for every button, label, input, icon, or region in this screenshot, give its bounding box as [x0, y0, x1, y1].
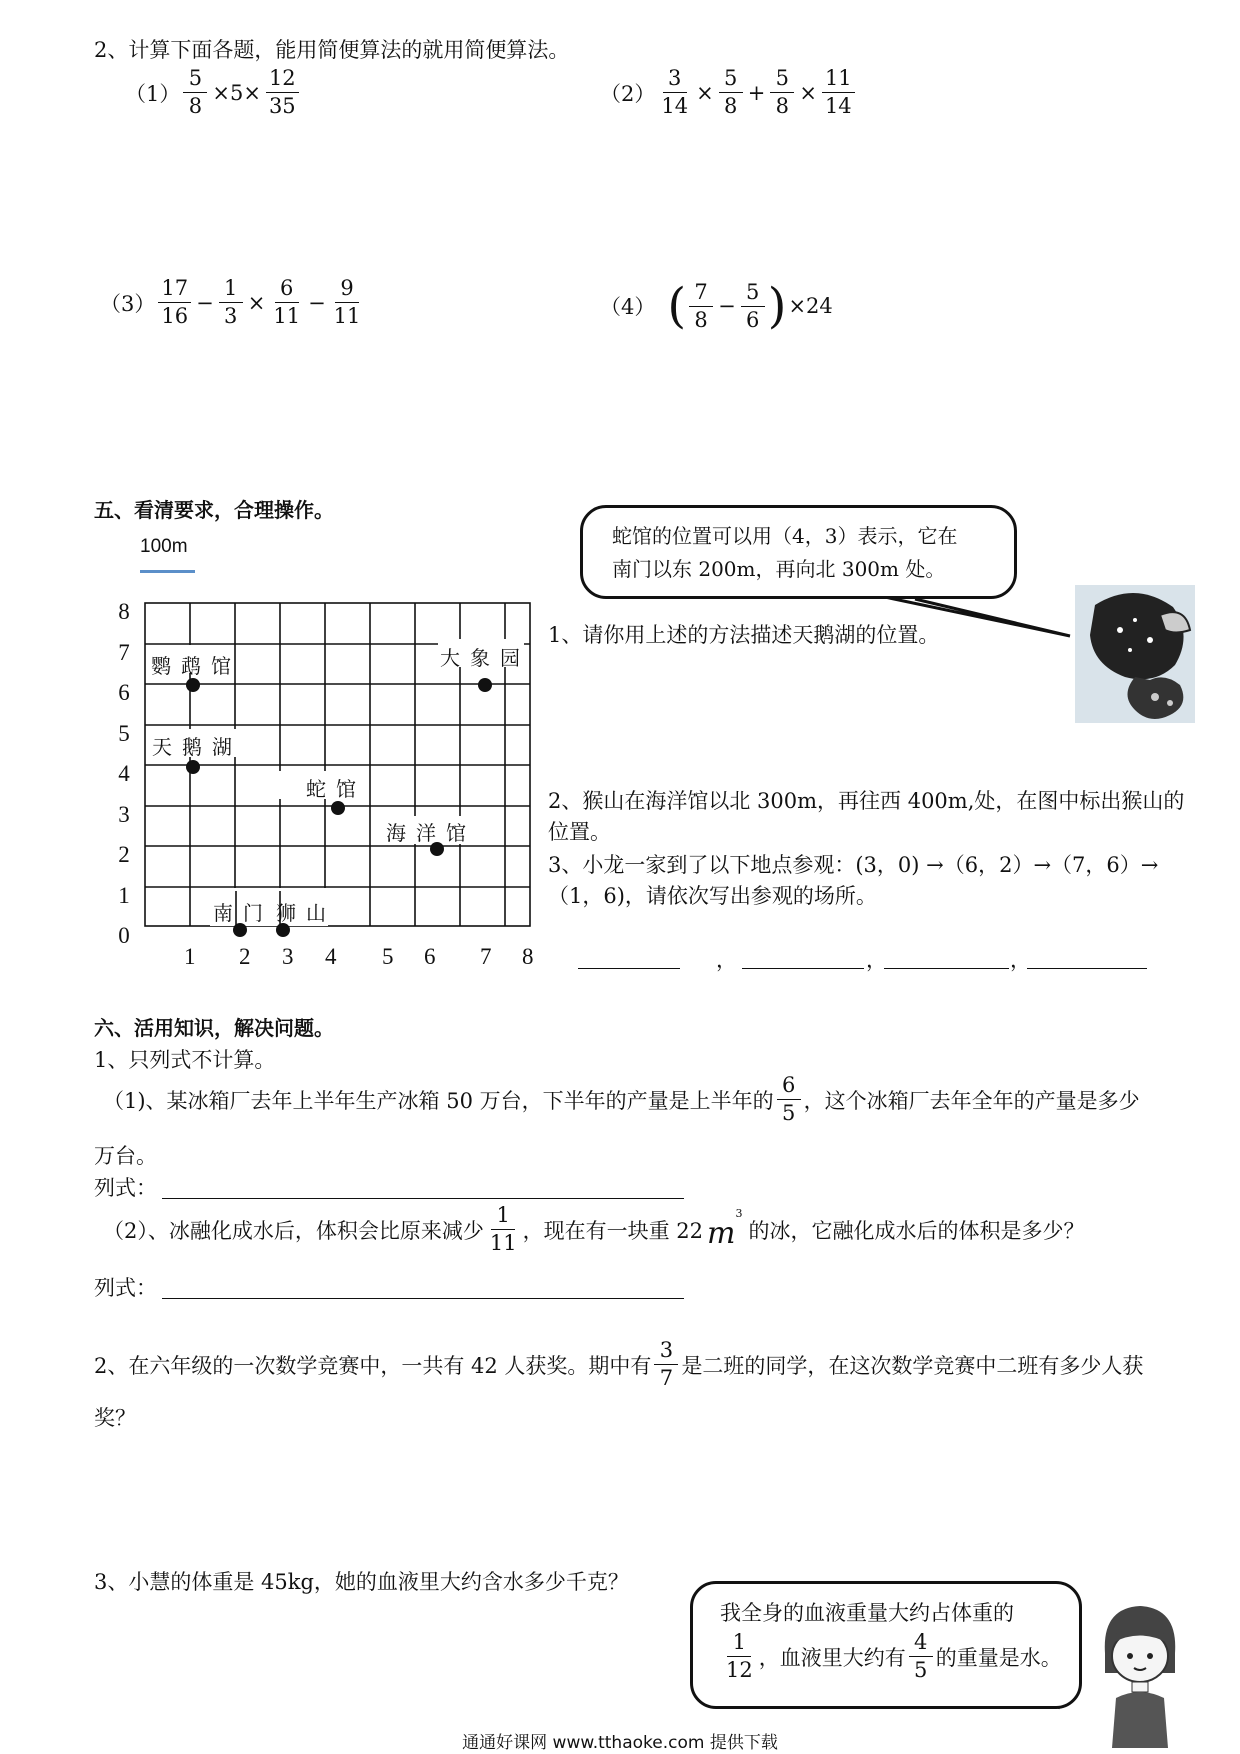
y-axis-labels: [114, 592, 134, 957]
unit: m: [707, 1216, 736, 1251]
x-tick: 6: [424, 944, 436, 969]
fraction: $\frac{17}{16}$: [158, 278, 191, 327]
point-she: [331, 801, 345, 815]
y-tick: 2: [118, 842, 130, 867]
fraction: $\frac{7}{8}$: [689, 282, 713, 331]
text: 是二班的同学，在这次数学竞赛中二班有多少人获: [681, 1353, 1144, 1378]
problem-2-label: （2）: [600, 81, 656, 106]
bubble-2-line2: [720, 1632, 1062, 1681]
sec6-q1-1: [103, 1075, 1140, 1124]
x-tick: 3: [282, 944, 294, 969]
point-daxiang: [478, 678, 492, 692]
x-tick: 5: [382, 944, 394, 969]
label-she: 蛇馆: [306, 777, 366, 801]
y-tick: 5: [118, 720, 130, 746]
text: ，这个冰箱厂去年全年的产量是多少: [803, 1088, 1140, 1113]
label-yingwu: 鹦鹉馆: [151, 654, 241, 678]
right-paren: ): [767, 278, 787, 334]
problem-2: [600, 68, 858, 117]
problem-1-label: （1）: [125, 81, 181, 106]
bubble-line: 蛇馆的位置可以用（4，3）表示，它在: [612, 524, 958, 548]
girl-2-illustration: [1090, 1598, 1190, 1748]
sec5-q2-line1: 2、猴山在海洋馆以北 300m，再往西 400m,处，在图中标出猴山的: [548, 789, 1185, 813]
fraction: $\frac{1}{12}$: [726, 1630, 753, 1682]
problem-3: [100, 278, 366, 327]
problem-4-label: （4）: [600, 295, 656, 319]
label-shishan: 狮山: [276, 901, 336, 925]
operator: −: [718, 294, 736, 318]
fraction: $\frac{5}{8}$: [770, 68, 794, 117]
x-tick: 4: [325, 944, 337, 969]
fraction: $\frac{3}{7}$: [654, 1340, 678, 1389]
text: ，现在有一块重 22: [522, 1218, 703, 1243]
answer-blank-4[interactable]: [1027, 936, 1147, 969]
text: 的重量是水。: [935, 1645, 1062, 1670]
answer-blank-3[interactable]: [884, 936, 1009, 969]
comma: ，: [1010, 948, 1031, 972]
fraction: $\frac{6}{5}$: [777, 1075, 801, 1124]
sec5-q3-line1: 3、小龙一家到了以下地点参观：(3，0) →（6，2）→（7，6）→: [548, 853, 1159, 877]
x-tick: 1: [184, 944, 196, 969]
answer-blank-2[interactable]: [742, 936, 864, 969]
point-tiane: [186, 760, 200, 774]
operator: −: [308, 290, 326, 315]
point-yingwu: [186, 678, 200, 692]
sec5-q2-line2: 位置。: [548, 820, 611, 844]
operator: ×24: [788, 294, 833, 318]
fraction: $\frac{5}{8}$: [719, 68, 743, 117]
left-paren: (: [667, 278, 687, 334]
operator: +: [747, 80, 766, 105]
y-tick: 8: [118, 599, 130, 624]
fraction: $\frac{5}{6}$: [741, 282, 765, 331]
sec5-q1: 1、请你用上述的方法描述天鹅湖的位置。: [548, 623, 940, 647]
answer-blank-1[interactable]: [578, 936, 680, 969]
problem-3-label: （3）: [100, 291, 156, 316]
text: 2、在六年级的一次数学竞赛中，一共有 42 人获奖。期中有: [94, 1353, 652, 1378]
section-6-title: 六、活用知识，解决问题。: [94, 1016, 334, 1040]
fraction: $\frac{1}{3}$: [219, 278, 243, 327]
operator: ×: [247, 290, 266, 315]
y-tick: 7: [118, 639, 130, 665]
operator: −: [196, 290, 214, 315]
unit-superscript: 3: [735, 1207, 743, 1220]
problem-1: [125, 68, 302, 117]
x-tick: 2: [239, 944, 251, 969]
operator: ×: [799, 80, 817, 105]
fraction: $\frac{3}{14}$: [661, 66, 689, 118]
fraction: $\frac{4}{5}$: [909, 1632, 933, 1681]
scale-label: 100m: [140, 536, 188, 557]
problem-4: [600, 278, 835, 334]
lieshi-label-2: 列式：: [94, 1276, 157, 1300]
label-daxiang: 大象园: [440, 646, 530, 670]
operator: ×: [696, 80, 714, 105]
x-tick: 8: [522, 944, 534, 969]
sec6-q2-cont: 奖？: [94, 1406, 136, 1430]
y-tick: 4: [118, 761, 130, 786]
bubble-line: 南门以东 200m，再向北 300m 处。: [612, 557, 946, 581]
sec6-q2: [94, 1340, 1143, 1389]
sec6-q1: 1、只列式不计算。: [94, 1048, 276, 1072]
label-nanmen: 南门: [213, 901, 273, 925]
speech-bubble-text: [612, 520, 957, 586]
scale-bar: [140, 570, 195, 573]
y-tick: 0: [118, 923, 130, 948]
sec6-q1-1-cont: 万台。: [94, 1144, 157, 1168]
sec6-q1-2: [103, 1205, 1084, 1254]
fraction: $\frac{1}{11}$: [489, 1203, 517, 1255]
sec6-q3: 3、小慧的体重是 45kg，她的血液里大约含水多少千克？: [94, 1570, 629, 1594]
lieshi-label: 列式：: [94, 1176, 157, 1200]
y-tick: 1: [118, 882, 130, 908]
fraction: $\frac{9}{11}$: [333, 276, 361, 328]
footer: 通通好课网 www.tthaoke.com 提供下载: [462, 1733, 778, 1753]
bubble-2-line1: 我全身的血液重量大约占体重的: [720, 1601, 1014, 1625]
answer-line-1[interactable]: [162, 1176, 684, 1199]
sec5-q3-line2: （1，6)，请依次写出参观的场所。: [548, 884, 877, 908]
y-tick: 3: [118, 801, 130, 827]
fraction: $\frac{6}{11}$: [273, 276, 301, 328]
fraction: $\frac{11}{14}$: [822, 68, 855, 117]
label-haiyang: 海洋馆: [386, 821, 476, 845]
label-tiane: 天鹅湖: [152, 735, 242, 759]
answer-line-2[interactable]: [162, 1276, 684, 1299]
text: ，血液里大约有: [758, 1645, 906, 1670]
text: 的冰，它融化成水后的体积是多少？: [748, 1218, 1085, 1243]
y-tick: 6: [118, 680, 130, 705]
text: （2）、冰融化成水后，体积会比原来减少: [103, 1218, 484, 1243]
x-tick: 7: [480, 944, 492, 969]
text: （1)、某冰箱厂去年上半年生产冰箱 50 万台，下半年的产量是上半年的: [103, 1088, 774, 1113]
fraction: $\frac{5}{8}$: [183, 68, 207, 117]
girl-illustration: [1075, 585, 1195, 735]
comma: ，: [866, 948, 887, 972]
fraction: $\frac{12}{35}$: [266, 68, 299, 117]
comma: ，: [716, 948, 737, 972]
operator: ×5×: [212, 80, 261, 105]
q2-title: 2、计算下面各题，能用简便算法的就用简便算法。: [94, 38, 570, 62]
section-5-title: 五、看清要求，合理操作。: [94, 498, 334, 522]
